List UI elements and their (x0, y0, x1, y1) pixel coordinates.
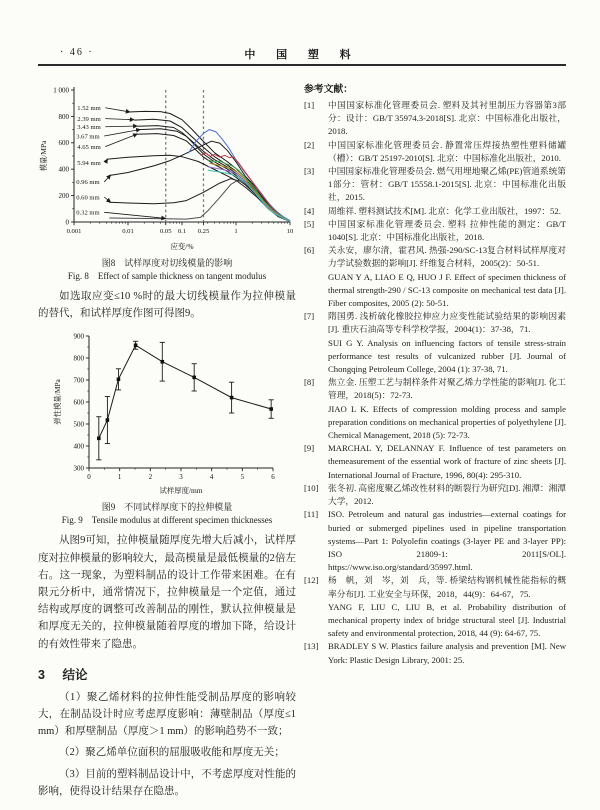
svg-text:3.43 mm: 3.43 mm (77, 124, 101, 132)
svg-text:1 000: 1 000 (53, 86, 69, 95)
reference-label: [3] (304, 166, 315, 177)
reference-text: 中国国家标准化管理委员会. 静置常压焊接热塑性塑料储罐（槽）：GB/T 25197-2010[S]. 北京：中国标准化出版社，2010. (328, 139, 566, 163)
reference-text: BRADLEY S W. Plastics failure analysis and prevention [M]. New York: Plastic Design Library, 2001: 25. (328, 641, 566, 665)
fig8-tangent-modulus-chart (38, 80, 296, 252)
reference-item (304, 139, 566, 165)
reference-item (304, 244, 566, 310)
svg-text:500: 500 (73, 420, 84, 429)
svg-text:4.65 mm: 4.65 mm (77, 143, 101, 151)
journal-title: 中 国 塑 料 (244, 49, 360, 61)
reference-text: 关永安，廖尔清，霍君风. 热强-290/SC-13复合材料试样厚度对力学试验数据的影响[J]. 纤维复合材料，2005(2)：50-51. GUAN Y A, LIAO E Q, HUO J F. Effect of specimen thickness of thermal strength-290 / SC-13 composite on mechanical test data [J]. Fiber composites, 2005 (2): 50-51. (328, 245, 566, 309)
reference-label: [1] (304, 100, 315, 110)
reference-label: [2] (304, 139, 315, 150)
reference-text: 张冬初. 高密度聚乙烯改性材料的断裂行为研究[D]. 湘潭：湘潭大学，2012. (328, 482, 566, 507)
reference-label: [11] (304, 509, 319, 520)
conclusion-item: （3）目前的塑料制品设计中，不考虑厚度对性能的影响，使得设计结果存在隐患。 (38, 768, 296, 797)
reference-item (304, 205, 566, 218)
fig9-wrap (38, 328, 296, 501)
reference-text: 周维祥. 塑料测试技术[M]. 北京：化学工业出版社，1997：52. (328, 205, 561, 216)
reference-label: [6] (304, 245, 315, 256)
reference-item (304, 640, 566, 666)
svg-text:0: 0 (87, 473, 91, 482)
reference-text: ISO. Petroleum and natural gas industries—external coatings for buried or submerged pipelines used in pipeline transportation systems—Part 1: Polyolefin coatings (3-layer PE and 3-layer PP): ISO 21809-1: 2011[S/OL]. https://www.iso.org/standard/35997.html. (328, 509, 566, 573)
references-column (304, 82, 566, 667)
paragraph-strain-selection: 如选取应变≤10 %时的最大切线模量作为拉伸模量的替代，和试样厚度作图可得图9。 (38, 291, 296, 320)
reference-item (304, 310, 566, 376)
svg-text:0.96 mm: 0.96 mm (76, 179, 100, 187)
svg-text:800: 800 (58, 112, 69, 121)
svg-text:10: 10 (286, 228, 294, 235)
reference-text: 中国国家标准化管理委员会. 燃气用埋地聚乙烯(PE)管道系统第1部分：管材：GB/T 15558.1-2015[S]. 北京：中国标准化出版社，2015. (328, 166, 566, 203)
reference-label: [4] (304, 205, 315, 216)
svg-text:1: 1 (117, 473, 122, 482)
conclusion-item: （1）聚乙烯材料的拉伸性能受制品厚度的影响较大，在制品设计时应考虑厚度影响：薄壁制品（厚度≤1 mm）和厚壁制品（厚度＞1 mm）的影响趋势不一致； (38, 691, 296, 738)
svg-text:1.52 mm: 1.52 mm (77, 105, 101, 113)
fig9-caption-en: Fig. 9 Tensile modulus at different specimen thicknesses (61, 515, 273, 526)
svg-text:0.1: 0.1 (177, 228, 187, 235)
svg-text:2.39 mm: 2.39 mm (77, 115, 101, 123)
reference-item (304, 574, 566, 640)
svg-text:4: 4 (209, 473, 214, 482)
reference-text: 焦立金. 压塑工艺与制样条件对聚乙烯力学性能的影响[J]. 化工管理，2018(5)：72-73. JIAO L K. Effects of compression molding process and sample preparation conditions on mechanical properties of polyethylene [J]. Chemical Management, 2018 (5): 72-73. (328, 377, 566, 441)
svg-text:模量/MPa: 模量/MPa (39, 140, 48, 172)
svg-text:6: 6 (271, 473, 275, 482)
left-column (38, 80, 296, 800)
fig9-tensile-modulus-chart (51, 328, 283, 496)
reference-item (304, 376, 566, 442)
reference-item (304, 482, 566, 508)
svg-text:900: 900 (73, 332, 84, 341)
reference-item (304, 99, 566, 139)
svg-text:600: 600 (73, 398, 84, 407)
reference-label: [13] (304, 641, 319, 652)
references-list (304, 99, 566, 667)
svg-text:1: 1 (234, 228, 238, 235)
reference-text: 中国国家标准化管理委员会. 塑料及其衬里制压力容器第3部分：设计：GB/T 35974.3-2018[S]. 北京：中国标准化出版社，2018. (328, 100, 566, 137)
svg-text:400: 400 (73, 442, 84, 451)
svg-text:2: 2 (148, 473, 153, 482)
fig8-caption-zh: 图8 试样厚度对切线模量的影响 (101, 258, 233, 268)
reference-text: 杨 帆，刘 岑，刘 兵，等. 桥梁结构钢机械性能指标的概率分布[J]. 工业安全与环保，2018，44(9)：64-67，75. YANG F, LIU C, LIU B, et al. Probability distribution of mechanical property index of bridge structural steel [J]. Industrial safety and environmental protection, 2018, 44 (9): 64-67, 75. (328, 575, 566, 639)
svg-text:700: 700 (73, 376, 84, 385)
reference-label: [5] (304, 218, 315, 229)
reference-label: [8] (304, 377, 315, 388)
reference-label: [7] (304, 311, 315, 322)
svg-text:300: 300 (73, 464, 84, 473)
svg-text:应变/%: 应变/% (170, 242, 194, 251)
svg-text:0: 0 (65, 218, 69, 227)
svg-text:0.32 mm: 0.32 mm (76, 209, 100, 217)
reference-label: [10] (304, 482, 319, 493)
page-header (38, 44, 566, 66)
section-number: 3 (38, 667, 45, 682)
svg-text:0.60 mm: 0.60 mm (76, 194, 100, 202)
svg-text:弹性模量/MPa: 弹性模量/MPa (53, 379, 62, 426)
reference-label: [12] (304, 575, 319, 586)
reference-item (304, 218, 566, 244)
reference-item (304, 165, 566, 205)
conclusion-item: （2）聚乙烯单位面积的屈服吸收能和厚度无关； (59, 747, 285, 759)
svg-text:600: 600 (58, 139, 69, 148)
svg-text:800: 800 (73, 354, 84, 363)
reference-text: 中国国家标准化管理委员会. 塑料 拉伸性能的测定：GB/T 1040[S]. 北京：中国标准化出版社，2018. (328, 218, 566, 243)
paragraph-discussion: 从图9可知，拉伸模量随厚度先增大后减小，试样厚度对拉伸模量的影响较大，最高模量是最低模量的2倍左右。这一现象，为塑料制品的设计工作带来困难。在有限元分析中，通常情况下，拉伸模量是一个定值，通过结构或厚度的调整可改善制品的刚性，默认拉伸模量是和厚度无关的，拉伸模量随着厚度的增加下降，给设计的有效性带来了隐患。 (38, 535, 296, 650)
fig9-caption-zh: 图9 不同试样厚度下的拉伸模量 (101, 502, 233, 513)
svg-text:3.67 mm: 3.67 mm (76, 133, 100, 141)
svg-text:5.94 mm: 5.94 mm (77, 159, 101, 167)
reference-label: [9] (304, 443, 315, 454)
reference-text: 隋国勇. 浅析硫化橡胶拉伸应力应变性能试验结果的影响因素[J]. 重庆石油高等专科学校学报，2004(1)：37-38，71. SUI G Y. Analysis on influencing factors of tensile stress-strain performance test results of vulcanized rubber [J]. Journal of Chongqing Petroleum College, 2004 (1): 37-38, 71. (328, 311, 566, 375)
svg-text:3: 3 (179, 473, 183, 482)
svg-text:0.25: 0.25 (197, 228, 210, 235)
svg-text:5: 5 (240, 473, 245, 482)
svg-text:200: 200 (58, 192, 69, 200)
section-heading-conclusion (38, 665, 296, 683)
fig8-caption-en: Fig. 8 Effect of sample thickness on tangent modulus (67, 271, 267, 281)
svg-text:试样厚度/mm: 试样厚度/mm (159, 486, 203, 496)
reference-item (304, 442, 566, 482)
references-heading: 参考文献： (304, 84, 353, 95)
svg-text:0.01: 0.01 (122, 228, 134, 235)
svg-text:400: 400 (58, 165, 69, 174)
svg-text:0.05: 0.05 (159, 228, 172, 235)
svg-text:0.001: 0.001 (66, 228, 82, 235)
section-title: 结论 (62, 667, 88, 682)
reference-text: MARCHAL Y, DELANNAY F. Influence of test parameters on themeasurement of the essential work of fracture of zinc sheets [J]. International Journal of Fracture, 1996, 80(4): 295-310. (328, 443, 566, 480)
page-number: · 46 · (60, 47, 94, 58)
reference-item (304, 508, 566, 574)
